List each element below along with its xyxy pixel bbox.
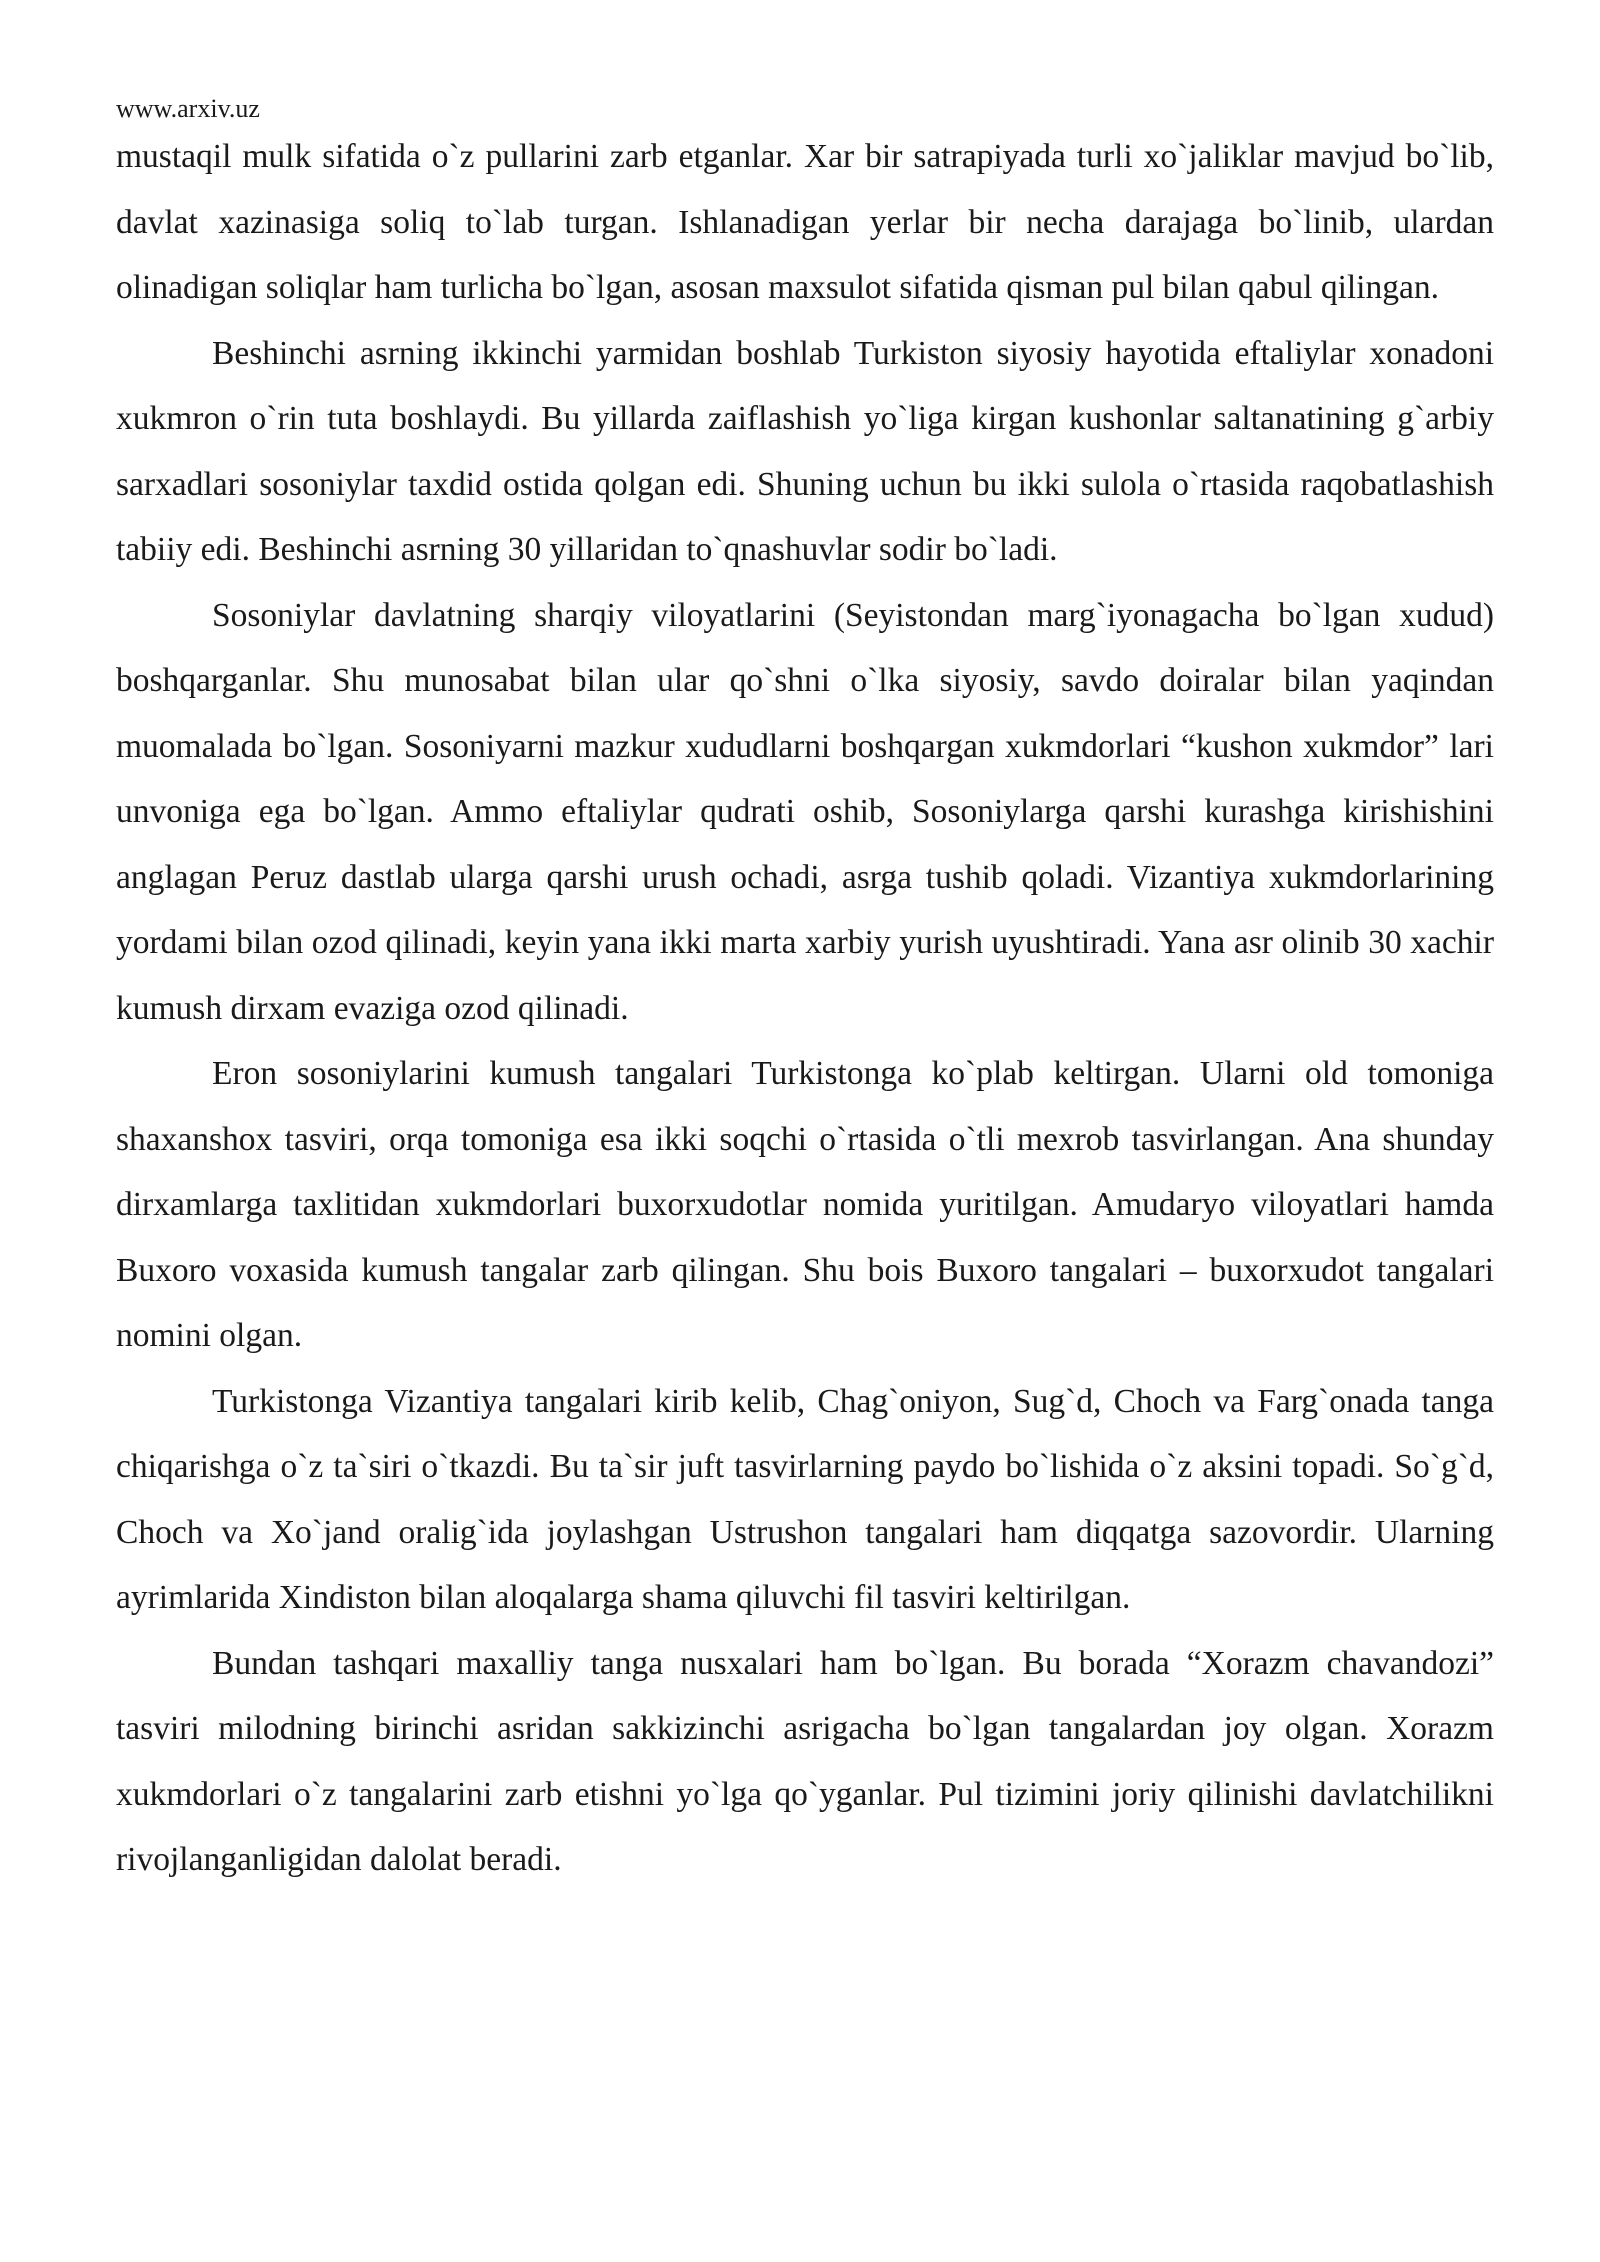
paragraph-maxalliy-tangalar: Bundan tashqari maxalliy tanga nusxalari ham bo`lgan. Bu borada “Xorazm chavandozi” tasviri milodning birinchi asridan sakkizinchi asrigacha bo`lgan tangalardan joy olgan. Xorazm xukmdorlari o`z tangalarini zarb etishni yo`lga qo`yganlar. Pul tizimini joriy qilinishi davlatchilikni rivojlanganligidan dalolat beradi.: [116, 1644, 1494, 1878]
paragraph-eron-tangalari: Eron sosoniylarini kumush tangalari Turkistonga ko`plab keltirgan. Ularni old tomoniga shaxanshox tasviri, orqa tomoniga esa ikki soqchi o`rtasida o`tli mexrob tasvirlangan. Ana shunday dirxamlarga taxlitidan xukmdorlari buxorxudotlar nomida yuritilgan. Amudaryo viloyatlari hamda Buxoro voxasida kumush tangalar zarb qilingan. Shu bois Buxoro tangalari – buxorxudot tangalari nomini olgan.: [116, 1055, 1494, 1354]
paragraph-eftaliylar: Beshinchi asrning ikkinchi yarmidan boshlab Turkiston siyosiy hayotida eftaliylar xonadoni xukmron o`rin tuta boshlaydi. Bu yillarda zaiflashish yo`liga kirgan kushonlar saltanatining g`arbiy sarxadlari sosoniylar taxdid ostida qolgan edi. Shuning uchun bu ikki sulola o`rtasida raqobatlashish tabiiy edi. Beshinchi asrning 30 yillaridan to`qnashuvlar sodir bo`ladi.: [116, 334, 1494, 568]
paragraph-continuation: mustaqil mulk sifatida o`z pullarini zarb etganlar. Xar bir satrapiyada turli xo`jaliklar mavjud bo`lib, davlat xazinasiga soliq to`lab turgan. Ishlanadigan yerlar bir necha darajaga bo`linib, ulardan olinadigan soliqlar ham turlicha bo`lgan, asosan maxsulot sifatida qisman pul bilan qabul qilingan.: [116, 138, 1494, 306]
source-url: www.arxiv.uz: [116, 94, 260, 123]
paragraph-vizantiya-tangalari: Turkistonga Vizantiya tangalari kirib kelib, Chag`oniyon, Sug`d, Choch va Farg`onada tanga chiqarishga o`z ta`siri o`tkazdi. Bu ta`sir juft tasvirlarning paydo bo`lishida o`z aksini topadi. So`g`d, Choch va Xo`jand oralig`ida joylashgan Ustrushon tangalari ham diqqatga sazovordir. Ularning ayrimlarida Xindiston bilan aloqalarga shama qiluvchi fil tasviri keltirilgan.: [116, 1382, 1494, 1616]
document-page: [116, 96, 1494, 1893]
paragraph-sosoniylar: Sosoniylar davlatning sharqiy viloyatlarini (Seyistondan marg`iyonagacha bo`lgan xudud) boshqarganlar. Shu munosabat bilan ular qo`shni o`lka siyosiy, savdo doiralar bilan yaqindan muomalada bo`lgan. Sosoniyarni mazkur xududlarni boshqargan xukmdorlari “kushon xukmdor” lari unvoniga ega bo`lgan. Ammo eftaliylar qudrati oshib, Sosoniylarga qarshi kurashga kirishishini anglagan Peruz dastlab ularga qarshi urush ochadi, asrga tushib qoladi. Vizantiya xukmdorlarining yordami bilan ozod qilinadi, keyin yana ikki marta xarbiy yurish uyushtiradi. Yana asr olinib 30 xachir kumush dirxam evaziga ozod qilinadi.: [116, 596, 1494, 1027]
